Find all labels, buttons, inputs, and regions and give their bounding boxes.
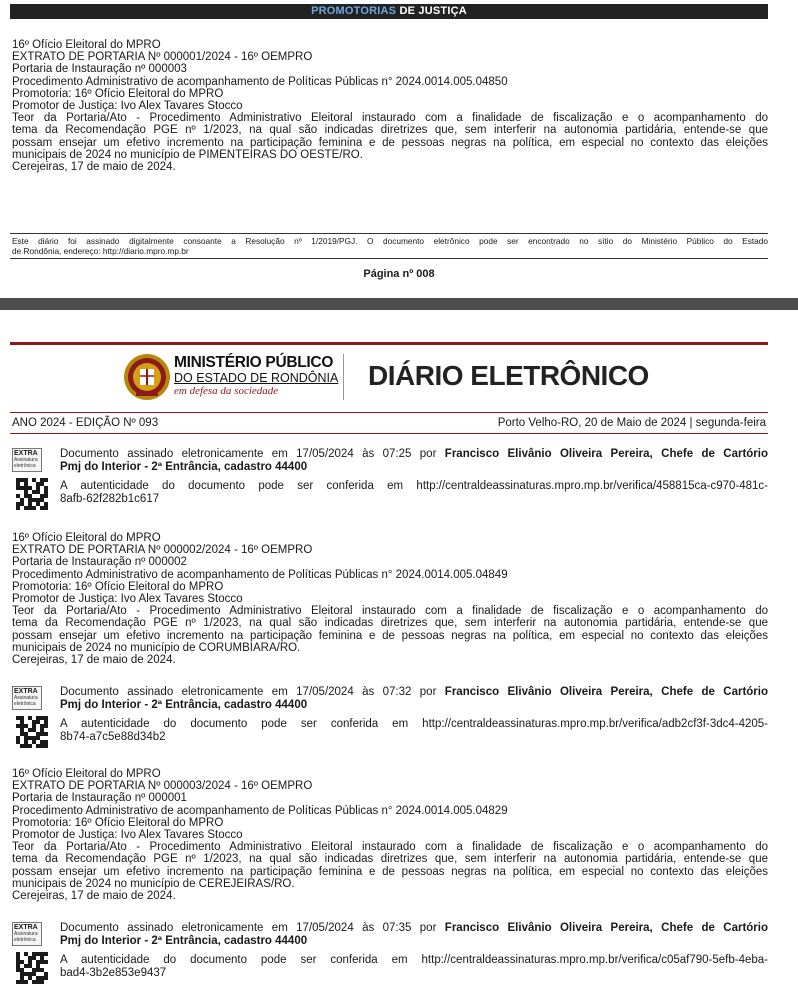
portaria-extract-2: [12, 532, 768, 666]
e-signature-stamp-icon: EXTRA Assinatura eletrônica: [12, 922, 42, 946]
signature-block: [12, 922, 768, 990]
portaria-line: Portaria de Instauração nº 000001: [12, 792, 187, 805]
office-line: 16º Ofício Eleitoral do MPRO: [12, 532, 161, 544]
extract-title: EXTRATO DE PORTARIA Nº 000003/2024 - 16º OEMPRO: [12, 780, 313, 793]
procedure-line: Procedimento Administrativo de acompanhamento de Políticas Públicas n° 2024.0014.005.04829: [12, 804, 508, 817]
edition-date: Porto Velho-RO, 20 de Maio de 2024 | segunda-feira: [497, 417, 766, 429]
place-date-line: Cerejeiras, 17 de maio de 2024.: [12, 654, 176, 667]
verification-link[interactable]: A autenticidade do documento pode ser conferida em http://centraldeassinaturas.mpro.mp.br/verifica/c05af790-5efb-4eba-: [60, 954, 768, 966]
edition-bar: [10, 412, 768, 434]
section-title-word1: PROMOTORIAS: [311, 5, 397, 17]
portaria-line: Portaria de Instauração nº 000003: [12, 63, 187, 76]
verification-text: [60, 718, 768, 744]
promotor-line: Promotor de Justiça: Ivo Alex Tavares Stocco: [12, 593, 243, 606]
teor-line: municipais de 2024 no município de CORUMBIARA/RO.: [12, 641, 301, 654]
e-signature-stamp-icon: EXTRA Assinatura eletrônica: [12, 686, 42, 710]
qr-code-icon[interactable]: [16, 716, 48, 748]
portaria-extract-3: [12, 768, 768, 902]
verification-link[interactable]: bad4-3b2e853e9437: [60, 967, 167, 979]
portaria-extract-1: [12, 39, 768, 173]
footer-note-line: de Rondônia, endereço: http://diario.mpro.mp.br: [12, 246, 189, 256]
publication-title: DIÁRIO ELETRÔNICO: [368, 360, 649, 391]
procedure-line: Procedimento Administrativo de acompanhamento de Políticas Públicas n° 2024.0014.005.04849: [12, 568, 508, 581]
masthead-rule: [10, 342, 768, 345]
signature-line: Documento assinado eletronicamente em 17/05/2024 às 07:32 por Francisco Elivânio Oliveira Pereira, Chefe de Cartório: [60, 686, 768, 698]
teor-line: municipais de 2024 no município de CEREJEIRAS/RO.: [12, 877, 295, 890]
teor-line: Teor da Portaria/Ato - Procedimento Administrativo Eleitoral instaurado com a finalidade de fiscalização e o acompanhamento do: [12, 112, 768, 125]
page-number: Página nº 008: [363, 268, 435, 280]
section-title-word2: DE JUSTIÇA: [399, 5, 467, 17]
edition-number: ANO 2024 - EDIÇÃO Nº 093: [12, 417, 159, 429]
promotoria-line: Promotoria: 16º Ofício Eleitoral do MPRO: [12, 816, 224, 829]
signature-cadastro: Pmj do Interior - 2ª Entrância, cadastro 44400: [60, 935, 308, 947]
verification-link[interactable]: A autenticidade do documento pode ser conferida em http://centraldeassinaturas.mpro.mp.br/verifica/458815ca-c970-481c-: [60, 480, 768, 492]
signature-block: [12, 686, 768, 754]
extract-title: EXTRATO DE PORTARIA Nº 000002/2024 - 16º OEMPRO: [12, 544, 313, 557]
teor-line: tema da Recomendação PGE nº 1/2023, na qual são indicadas diretrizes que, sem interferir na autonomia partidária, entende-se que: [12, 853, 768, 866]
qr-code-icon[interactable]: [16, 952, 48, 984]
teor-line: tema da Recomendação PGE nº 1/2023, na qual são indicadas diretrizes que, sem interferir na autonomia partidária, entende-se que: [12, 124, 768, 137]
verification-link[interactable]: A autenticidade do documento pode ser conferida em http://centraldeassinaturas.mpro.mp.br/verifica/adb2cf3f-3dc4-4205-: [60, 718, 768, 730]
signature-text: [60, 922, 768, 948]
previous-page: [0, 0, 798, 298]
footer-divider: [10, 258, 768, 259]
signature-text: [60, 448, 768, 474]
signature-cadastro: Pmj do Interior - 2ª Entrância, cadastro 44400: [60, 699, 308, 711]
procedure-line: Procedimento Administrativo de acompanhamento de Políticas Públicas n° 2024.0014.005.04850: [12, 75, 508, 88]
place-date-line: Cerejeiras, 17 de maio de 2024.: [12, 890, 176, 903]
qr-code-icon[interactable]: [16, 478, 48, 510]
portaria-line: Portaria de Instauração nº 000002: [12, 556, 187, 569]
promotor-line: Promotor de Justiça: Ivo Alex Tavares Stocco: [12, 829, 243, 842]
e-signature-stamp-icon: EXTRA Assinatura eletrônica: [12, 448, 42, 472]
place-date-line: Cerejeiras, 17 de maio de 2024.: [12, 161, 176, 174]
org-tagline: em defesa da sociedade: [174, 385, 279, 397]
promotor-line: Promotor de Justiça: Ivo Alex Tavares Stocco: [12, 100, 243, 113]
teor-line: tema da Recomendação PGE nº 1/2023, na qual são indicadas diretrizes que, sem interferir na autonomia partidária, entende-se que: [12, 617, 768, 630]
signature-cadastro: Pmj do Interior - 2ª Entrância, cadastro 44400: [60, 461, 308, 473]
signature-block: [12, 448, 768, 516]
extract-title: EXTRATO DE PORTARIA Nº 000001/2024 - 16º OEMPRO: [12, 51, 313, 64]
signature-line: Documento assinado eletronicamente em 17/05/2024 às 07:35 por Francisco Elivânio Oliveira Pereira, Chefe de Cartório: [60, 922, 768, 934]
header-divider: [343, 354, 344, 400]
teor-line: municipais de 2024 no município de PIMENTEIRAS DO OESTE/RO.: [12, 148, 363, 161]
verification-link[interactable]: 8afb-62f282b1c617: [60, 493, 160, 505]
footer-note-line: Este diário foi assinado digitalmente consoante a Resolução nº 1/2019/PGJ. O documento eletrônico pode ser encontrado no sítio do Ministério Público do Estado: [12, 236, 768, 246]
teor-line: Teor da Portaria/Ato - Procedimento Administrativo Eleitoral instaurado com a finalidade de fiscalização e o acompanhamento do: [12, 605, 768, 618]
verification-link[interactable]: 8b74-a7c5e88d34b2: [60, 731, 166, 743]
verification-text: [60, 480, 768, 506]
teor-line: possam ensejar um efetivo incremento na participação feminina e de pessoas negras na política, em especial no contexto das eleições: [12, 136, 768, 149]
teor-line: possam ensejar um efetivo incremento na participação feminina e de pessoas negras na política, em especial no contexto das eleições: [12, 865, 768, 878]
verification-text: [60, 954, 768, 980]
signature-text: [60, 686, 768, 712]
mpro-seal-icon: [122, 352, 172, 402]
org-name-line2: DO ESTADO DE RONDÔNIA: [174, 371, 339, 385]
org-name-line1: MINISTÉRIO PÚBLICO: [174, 354, 334, 371]
office-line: 16º Ofício Eleitoral do MPRO: [12, 39, 161, 51]
page-separator: [0, 298, 798, 310]
signature-line: Documento assinado eletronicamente em 17/05/2024 às 07:25 por Francisco Elivânio Oliveira Pereira, Chefe de Cartório: [60, 448, 768, 460]
promotoria-line: Promotoria: 16º Ofício Eleitoral do MPRO: [12, 87, 224, 100]
office-line: 16º Ofício Eleitoral do MPRO: [12, 768, 161, 780]
section-header-bar: [10, 4, 768, 19]
org-name: [174, 354, 338, 398]
teor-line: Teor da Portaria/Ato - Procedimento Administrativo Eleitoral instaurado com a finalidade de fiscalização e o acompanhamento do: [12, 841, 768, 854]
promotoria-line: Promotoria: 16º Ofício Eleitoral do MPRO: [12, 580, 224, 593]
footer-note: [12, 236, 768, 256]
teor-line: possam ensejar um efetivo incremento na participação feminina e de pessoas negras na política, em especial no contexto das eleições: [12, 629, 768, 642]
footer-divider: [10, 233, 768, 234]
